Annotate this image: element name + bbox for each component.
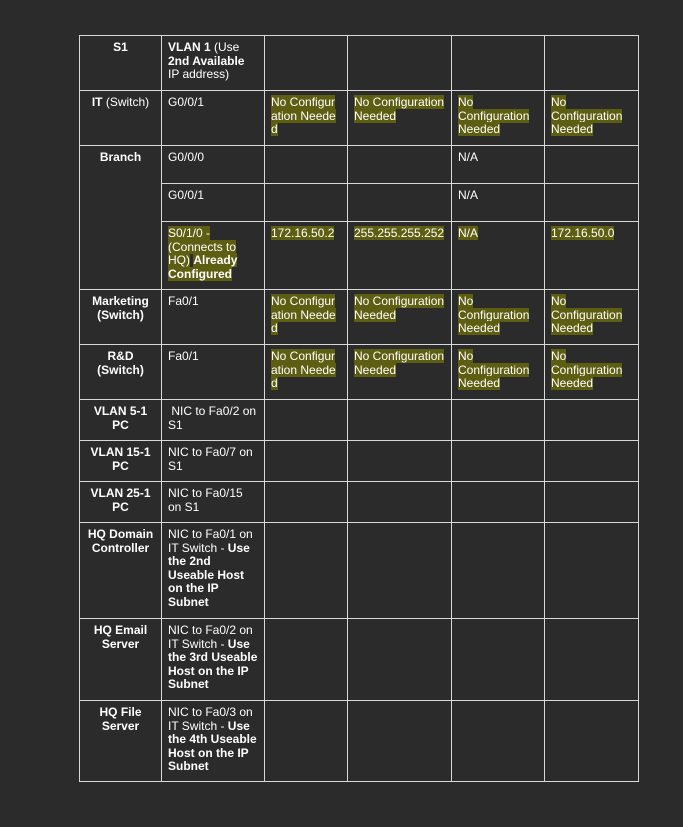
network-value: No Configuration Needed: [551, 95, 623, 136]
interface-label: S0/1/0 - (Connects to HQ): [168, 226, 237, 267]
subnet-mask-cell[interactable]: [348, 290, 452, 345]
subnet-mask-cell[interactable]: [348, 523, 452, 619]
network-cell[interactable]: [545, 345, 639, 400]
network-cell[interactable]: [545, 184, 639, 222]
default-gateway-cell: [452, 222, 545, 290]
interface-cell: [162, 36, 265, 91]
network-cell[interactable]: [545, 441, 639, 482]
addressing-table: [79, 35, 639, 782]
default-gateway-cell[interactable]: [452, 290, 545, 345]
table-row: [80, 91, 639, 146]
interface-cell: [162, 91, 265, 146]
table-row: [80, 146, 639, 184]
device-cell: [80, 91, 162, 146]
ip-address-cell[interactable]: [265, 184, 348, 222]
device-type: (Switch): [102, 95, 150, 109]
interface-cell: [162, 184, 265, 222]
table-row: [80, 290, 639, 345]
subnet-mask-cell[interactable]: [348, 701, 452, 782]
subnet-mask-cell[interactable]: [348, 91, 452, 146]
interface-note-bold: Use the 2nd Useable Host on the IP Subnet: [168, 540, 250, 609]
subnet-mask-cell[interactable]: [348, 36, 452, 91]
device-name: HQ Email Server: [93, 623, 148, 651]
ip-address-cell: [265, 222, 348, 290]
default-gateway-value: N/A: [458, 226, 479, 240]
default-gateway-cell: [452, 184, 545, 222]
interface-cell: [162, 523, 265, 619]
network-value: 172.16.50.0: [551, 226, 615, 240]
interface-label: G0/0/1: [168, 95, 205, 109]
device-name: HQ Domain Controller: [87, 527, 154, 555]
interface-cell: [162, 619, 265, 701]
default-gateway-value: No Configuration Needed: [458, 294, 530, 335]
ip-address-value: No Configuration Needed: [271, 95, 336, 136]
table-row: [80, 619, 639, 701]
device-cell: [80, 36, 162, 91]
ip-address-cell[interactable]: [265, 441, 348, 482]
ip-address-cell[interactable]: [265, 36, 348, 91]
network-cell[interactable]: [545, 400, 639, 441]
device-name: IT: [91, 95, 103, 109]
network-cell[interactable]: [545, 523, 639, 619]
device-name: Branch: [99, 150, 142, 164]
device-name: VLAN 15-1 PC: [90, 445, 151, 473]
interface-cell: [162, 345, 265, 400]
interface-cell: [162, 290, 265, 345]
interface-cell: [162, 441, 265, 482]
device-type: (Switch): [97, 307, 144, 322]
interface-cell: [162, 482, 265, 523]
device-cell: [80, 146, 162, 290]
table-row: [80, 523, 639, 619]
device-cell: [80, 400, 162, 441]
network-cell[interactable]: [545, 91, 639, 146]
table-row: [80, 701, 639, 782]
table-row: [80, 441, 639, 482]
default-gateway-cell[interactable]: [452, 36, 545, 91]
ip-address-value: No Configuration Needed: [271, 349, 336, 390]
device-name: VLAN 25-1 PC: [90, 486, 151, 514]
device-name: Marketing: [92, 294, 149, 308]
ip-address-value: 172.16.50.2: [271, 226, 335, 240]
subnet-mask-cell[interactable]: [348, 184, 452, 222]
subnet-mask-cell[interactable]: [348, 345, 452, 400]
interface-label: NIC to Fa0/2 on S1: [168, 404, 260, 432]
subnet-mask-cell[interactable]: [348, 400, 452, 441]
interface-note-bold: Already Configured: [168, 253, 238, 281]
ip-address-cell[interactable]: [265, 400, 348, 441]
subnet-mask-value: No Configuration Needed: [354, 294, 445, 322]
ip-address-cell[interactable]: [265, 345, 348, 400]
interface-label: VLAN 1: [168, 40, 211, 54]
ip-address-value: No Configuration Needed: [271, 294, 336, 335]
network-value: No Configuration Needed: [551, 294, 623, 335]
interface-label: G0/0/0: [168, 150, 205, 164]
interface-label: NIC to Fa0/15 on S1: [168, 486, 243, 514]
default-gateway-cell[interactable]: [452, 482, 545, 523]
interface-label: NIC to Fa0/7 on S1: [168, 445, 253, 473]
network-cell[interactable]: [545, 146, 639, 184]
subnet-mask-cell[interactable]: [348, 146, 452, 184]
interface-cell: [162, 701, 265, 782]
interface-note-bold: Use the 3rd Useable Host on the IP Subnet: [168, 636, 258, 691]
default-gateway-cell[interactable]: [452, 441, 545, 482]
network-cell: [545, 222, 639, 290]
default-gateway-value: N/A: [458, 150, 479, 164]
network-cell[interactable]: [545, 482, 639, 523]
table-row: [80, 345, 639, 400]
default-gateway-cell[interactable]: [452, 701, 545, 782]
device-cell: [80, 523, 162, 619]
ip-address-cell[interactable]: [265, 91, 348, 146]
default-gateway-cell[interactable]: [452, 619, 545, 701]
subnet-mask-value: No Configuration Needed: [354, 95, 445, 123]
network-cell[interactable]: [545, 290, 639, 345]
ip-address-cell[interactable]: [265, 146, 348, 184]
device-name: HQ File Server: [99, 705, 142, 733]
interface-label: NIC to Fa0/3 on IT Switch -: [168, 705, 253, 733]
interface-note-bold: Use the 4th Useable Host on the IP Subnet: [168, 718, 257, 773]
network-cell[interactable]: [545, 619, 639, 701]
device-cell: [80, 619, 162, 701]
device-cell: [80, 701, 162, 782]
ip-address-cell[interactable]: [265, 523, 348, 619]
device-cell: [80, 290, 162, 345]
device-name: S1: [113, 40, 128, 54]
subnet-mask-value: 255.255.255.252: [354, 226, 445, 240]
ip-address-cell[interactable]: [265, 482, 348, 523]
network-value: No Configuration Needed: [551, 349, 623, 390]
interface-label: NIC to Fa0/1 on IT Switch -: [168, 527, 253, 555]
network-cell[interactable]: [545, 701, 639, 782]
network-cell[interactable]: [545, 36, 639, 91]
device-cell: [80, 345, 162, 400]
interface-note-bold: 2nd Available: [168, 53, 245, 68]
interface-cell: [162, 146, 265, 184]
ip-address-cell[interactable]: [265, 619, 348, 701]
ip-address-cell[interactable]: [265, 701, 348, 782]
table-row: [80, 36, 639, 91]
default-gateway-value: No Configuration Needed: [458, 349, 530, 390]
interface-note: (Use: [210, 40, 240, 54]
interface-label: NIC to Fa0/2 on IT Switch -: [168, 623, 253, 651]
default-gateway-cell[interactable]: [452, 345, 545, 400]
interface-cell: [162, 222, 265, 290]
interface-note: IP address): [168, 67, 230, 81]
subnet-mask-cell[interactable]: [348, 619, 452, 701]
subnet-mask-cell[interactable]: [348, 482, 452, 523]
interface-label: Fa0/1: [168, 294, 199, 308]
ip-address-cell[interactable]: [265, 290, 348, 345]
table-row: [80, 222, 639, 290]
interface-cell: [162, 400, 265, 441]
subnet-mask-cell[interactable]: [348, 441, 452, 482]
subnet-mask-value: No Configuration Needed: [354, 349, 445, 377]
interface-label: Fa0/1: [168, 349, 199, 363]
default-gateway-cell[interactable]: [452, 91, 545, 146]
device-cell: [80, 482, 162, 523]
default-gateway-value: N/A: [458, 188, 479, 202]
default-gateway-cell[interactable]: [452, 523, 545, 619]
default-gateway-cell[interactable]: [452, 400, 545, 441]
default-gateway-value: No Configuration Needed: [458, 95, 530, 136]
subnet-mask-cell: [348, 222, 452, 290]
device-cell: [80, 441, 162, 482]
interface-label: G0/0/1: [168, 188, 205, 202]
device-name: VLAN 5-1 PC: [93, 404, 148, 432]
device-type: (Switch): [97, 362, 144, 377]
table-row: [80, 400, 639, 441]
device-name: R&D: [107, 349, 134, 363]
table-row: [80, 184, 639, 222]
default-gateway-cell: [452, 146, 545, 184]
table-row: [80, 482, 639, 523]
